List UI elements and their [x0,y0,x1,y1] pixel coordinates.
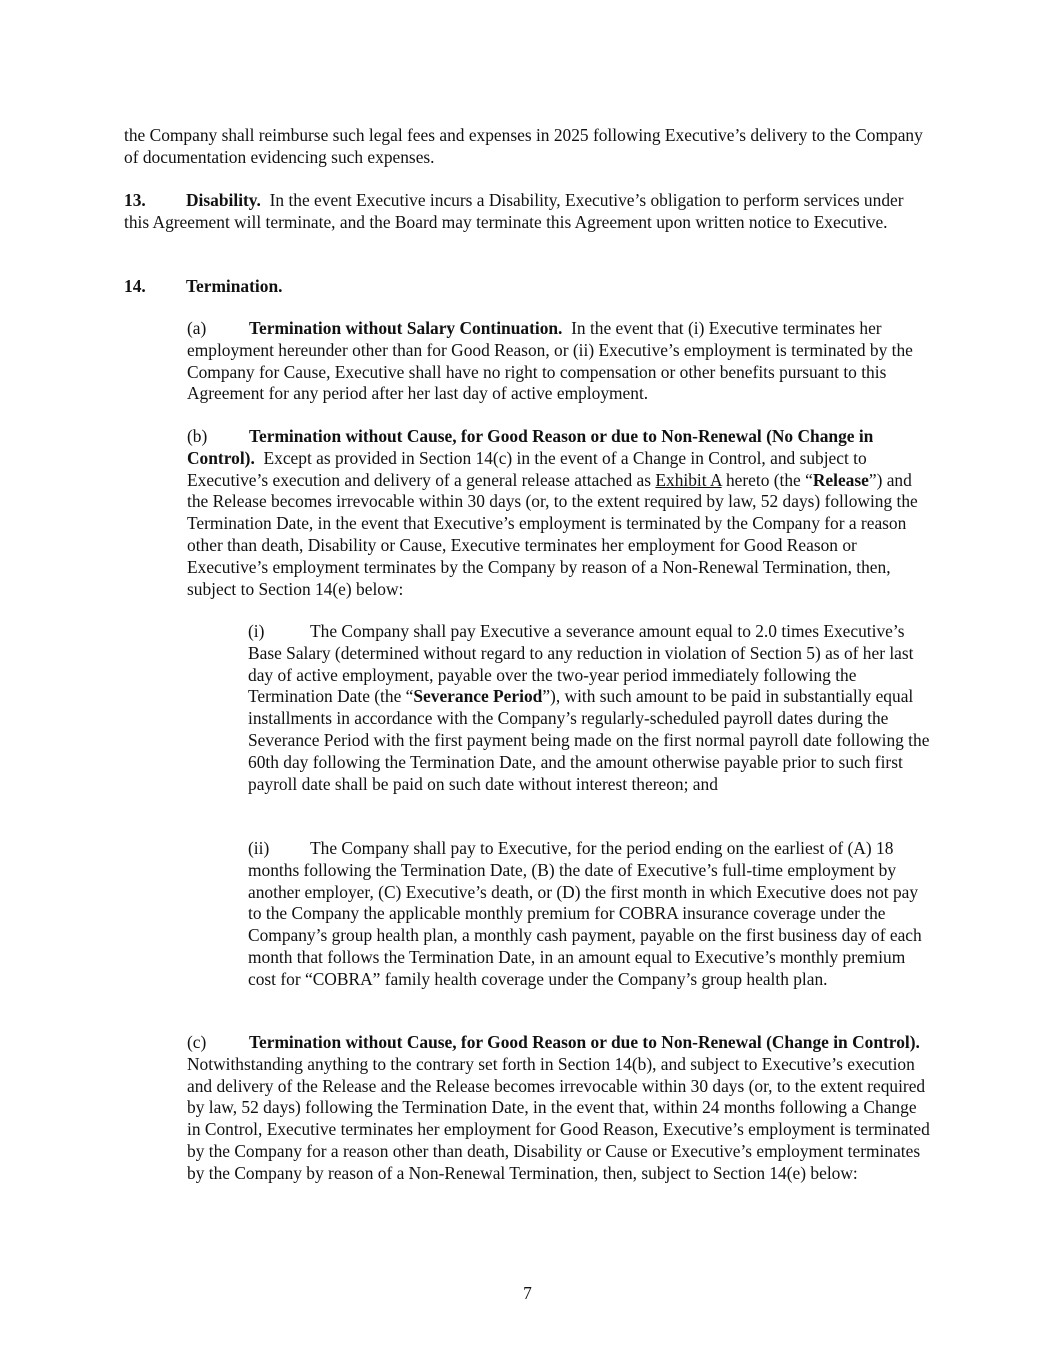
exhibit-a-reference: Exhibit A [655,469,722,490]
intro-text: the Company shall reimburse such legal fees and expenses in 2025 following Executive’s delivery to the Company of documentation evidencing such expenses. [124,125,923,167]
paragraph-c-text: Notwithstanding anything to the contrary set forth in Section 14(b), and subject to Executive’s execution and delivery of the Release and the Release becomes irrevocable within 30 days (or, to the extent required by law, 52 days) following the Termination Date, in the event that, within 24 months following a Change in Control, Executive terminates her employment for Good Reason, Executive’s employment is terminated by the Company for a reason other than death, Disability or Cause or Executive’s employment terminates by the Company by reason of a Non-Renewal Termination, then, subject to Section 14(e) below: [187,1053,930,1183]
section-14-number: 14. [124,276,146,296]
paragraph-c [187,1032,932,1185]
section-13-heading: Disability. [186,190,261,210]
paragraph-b-text-3: ”) and the Release becomes irrevocable within 30 days (or, to the extent required by law, 52 days) following the Termination Date, in the event that Executive’s employment is terminated by the Company for a reason other than death, Disability or Cause, Executive terminates her employment for Good Reason or Executive’s employment terminates by the Company by reason of a Non-Renewal Termination, then, subject to Section 14(e) below: [187,469,918,599]
paragraph-b-ii [248,838,932,991]
paragraph-b-text-1: Except as provided in Section 14(c) in the event of a Change in Control, and subject to Executive’s execution and delivery of a general release attached as [187,447,867,490]
paragraph-a-label: (a) [187,318,207,338]
paragraph-b-ii-label: (ii) [248,838,270,858]
paragraph-c-label: (c) [187,1032,207,1052]
section-14-heading-line [124,276,932,298]
release-defined-term: Release [812,469,869,490]
paragraph-b [187,426,932,600]
paragraph-b-text-2: hereto (the “ [725,469,813,490]
intro-paragraph [124,125,932,169]
paragraph-a [187,318,932,405]
page-number: 7 [523,1283,532,1303]
severance-period-defined-term: Severance Period [413,686,543,707]
section-13-paragraph [124,190,932,234]
paragraph-b-i-text-2: ”), with such amount to be paid in substantially equal installments in accordance with the Company’s regularly-scheduled payroll dates during the Severance Period with the first payment being made on the first normal payroll date following the 60th day following the Termination Date, and the amount otherwise payable prior to such first payroll date shall be paid on such date without interest thereon; and [248,686,930,794]
section-13-number: 13. [124,190,146,210]
paragraph-a-text: In the event that (i) Executive terminates her employment hereunder other than for Good Reason, or (ii) Executive’s employment is terminated by the Company for Cause, Executive shall have no right to compensation or other benefits pursuant to this Agreement for any period after her last day of active employment. [187,318,913,404]
paragraph-b-i [248,621,932,795]
section-14-heading: Termination. [186,276,283,296]
paragraph-b-label: (b) [187,426,208,446]
paragraph-c-heading: Termination without Cause, for Good Reason or due to Non-Renewal (Change in Control). [249,1032,920,1052]
paragraph-b-i-text-1: The Company shall pay Executive a severance amount equal to 2.0 times Executive’s Base Salary (determined without regard to any reduction in violation of Section 5) as of her last day of active employment, payable over the two-year period immediately following the Termination Date (the “ [248,621,914,707]
section-13-text: In the event Executive incurs a Disability, Executive’s obligation to perform services under this Agreement will terminate, and the Board may terminate this Agreement upon written notice to Executive. [124,190,904,232]
paragraph-a-heading: Termination without Salary Continuation. [249,318,563,338]
paragraph-b-i-label: (i) [248,621,265,641]
paragraph-b-heading: Termination without Cause, for Good Reason or due to Non-Renewal (No Change in Control). [187,426,874,468]
paragraph-b-ii-text: The Company shall pay to Executive, for the period ending on the earliest of (A) 18 months following the Termination Date, (B) the date of Executive’s full-time employment by another employer, (C) Executive’s death, or (D) the first month in which Executive does not pay to the Company the applicable monthly premium for COBRA insurance coverage under the Company’s group health plan, a monthly cash payment, payable on the first business day of each month that follows the Termination Date, in an amount equal to Executive’s monthly premium cost for “COBRA” family health coverage under the Company’s group health plan. [248,838,922,989]
